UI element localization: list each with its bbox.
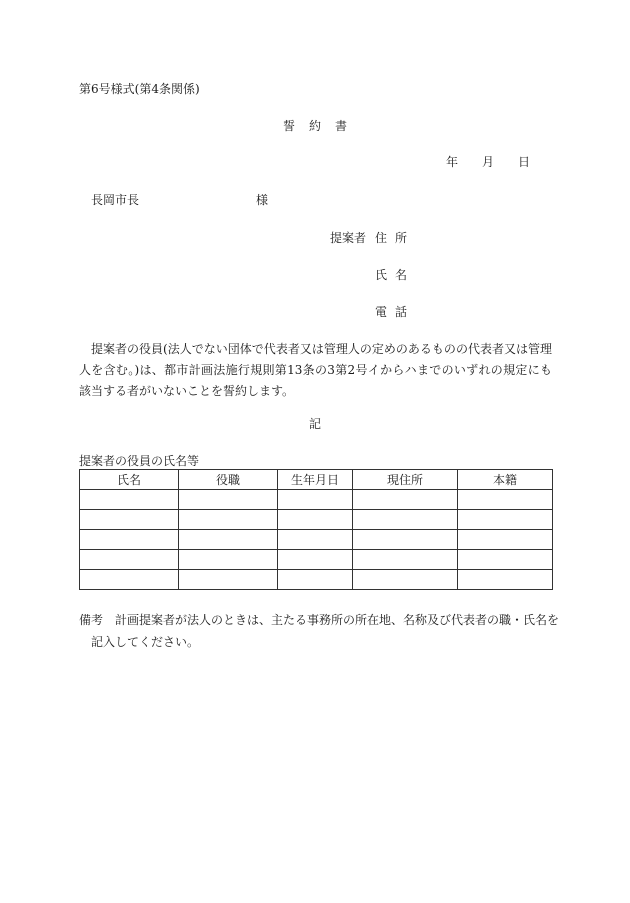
table-row (80, 490, 553, 510)
title-char-3: 書 (335, 119, 348, 133)
table-header-row (80, 470, 553, 490)
table-cell[interactable] (179, 550, 278, 570)
remark-line-1: 備考 計画提案者が法人のときは、主たる事務所の所在地、名称及び代表者の職・氏名を (79, 613, 560, 627)
table-cell[interactable] (278, 570, 353, 590)
table-cell[interactable] (179, 510, 278, 530)
table-caption: 提案者の役員の氏名等 (79, 454, 200, 468)
table-row (80, 530, 553, 550)
table-cell[interactable] (458, 570, 553, 590)
table-cell[interactable] (80, 550, 179, 570)
table-cell[interactable] (80, 490, 179, 510)
table-cell[interactable] (80, 510, 179, 530)
header-birthdate: 生年月日 (278, 470, 353, 490)
header-domicile: 本籍 (458, 470, 553, 490)
table-cell[interactable] (278, 490, 353, 510)
addressee: 長岡市長 (91, 193, 140, 207)
table-row (80, 550, 553, 570)
table-cell[interactable] (458, 490, 553, 510)
date-line (446, 155, 530, 169)
header-address: 現住所 (353, 470, 458, 490)
table-cell[interactable] (278, 510, 353, 530)
date-day: 日 (518, 155, 531, 169)
table-cell[interactable] (353, 550, 458, 570)
remark-line-2: 記入してください。 (91, 635, 200, 649)
table-cell[interactable] (458, 530, 553, 550)
table-cell[interactable] (458, 550, 553, 570)
table-cell[interactable] (353, 570, 458, 590)
table-cell[interactable] (179, 570, 278, 590)
officer-table (79, 469, 553, 590)
date-year: 年 (446, 155, 459, 169)
form-number: 第6号様式(第4条関係) (79, 82, 200, 96)
table-row (80, 510, 553, 530)
table-cell[interactable] (353, 530, 458, 550)
table-cell[interactable] (179, 490, 278, 510)
table-cell[interactable] (179, 530, 278, 550)
document-title (0, 119, 630, 133)
header-position: 役職 (179, 470, 278, 490)
header-name: 氏名 (80, 470, 179, 490)
table-cell[interactable] (458, 510, 553, 530)
table-cell[interactable] (278, 550, 353, 570)
name-label: 氏名 (375, 268, 416, 282)
ki-heading: 記 (308, 417, 321, 431)
date-month: 月 (482, 155, 495, 169)
table-row (80, 570, 553, 590)
table-cell[interactable] (80, 530, 179, 550)
table-cell[interactable] (80, 570, 179, 590)
pledge-body: 提案者の役員(法人でない団体で代表者又は管理人の定めのあるものの代表者又は管理人を含む。)は、都市計画法施行規則第13条の3第2号イからハまでのいずれの規定にも該当する者がいないことを誓約します。 (79, 342, 552, 398)
title-char-1: 誓 (282, 119, 295, 133)
phone-label: 電話 (375, 305, 416, 319)
addressee-honorific: 様 (256, 193, 269, 207)
table-cell[interactable] (278, 530, 353, 550)
table-cell[interactable] (353, 510, 458, 530)
address-label: 住所 (375, 231, 416, 245)
title-char-2: 約 (308, 119, 321, 133)
table-cell[interactable] (353, 490, 458, 510)
proposer-label: 提案者 (330, 231, 367, 245)
